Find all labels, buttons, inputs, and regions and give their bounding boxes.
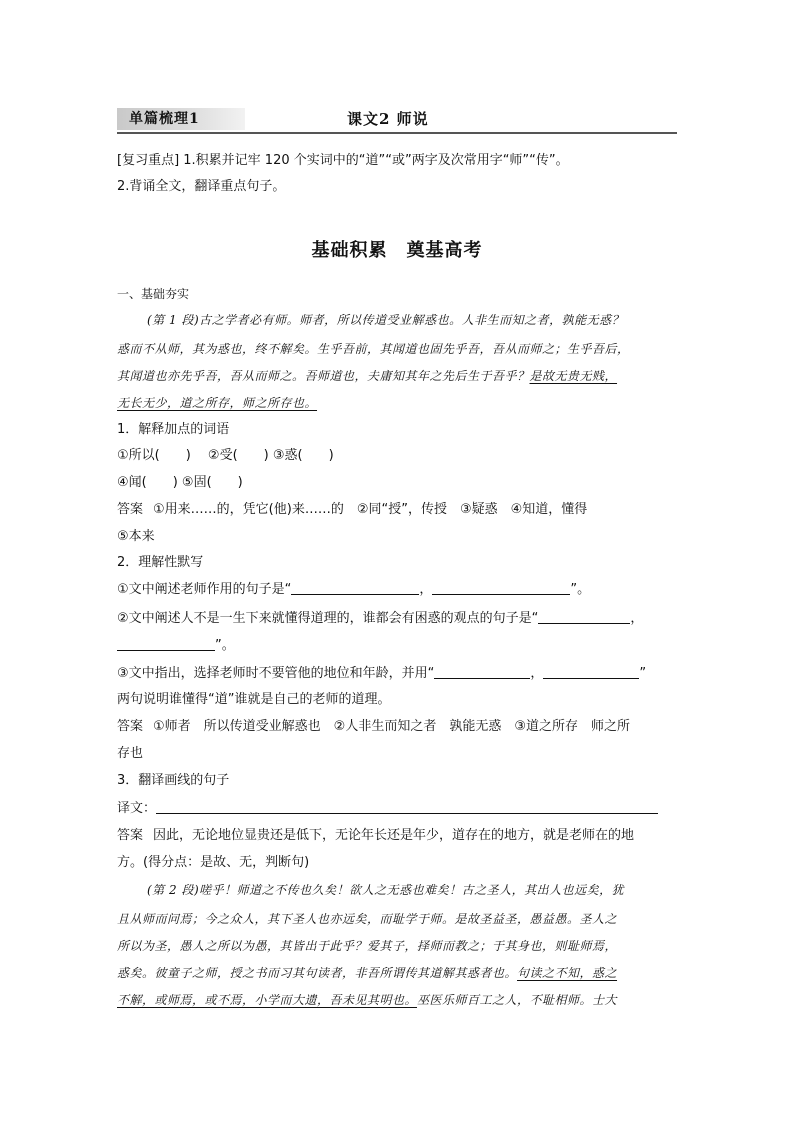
item-2-prefix: ②文中阐述人不是一生下来就懂得道理的，谁都会有困惑的观点的句子是“: [117, 611, 539, 626]
passage-2-line-5-text: 巫医乐师百工之人，不耻相师。士大: [417, 993, 618, 1007]
passage-2-line-5: [117, 990, 677, 1010]
review-focus-line-2: 2.背诵全文，翻译重点句子。: [117, 179, 286, 194]
question-2-item-2: [117, 609, 677, 629]
question-1-row-1: ①所以( ) ②受( ) ③惑( ): [117, 448, 334, 463]
passage-2-line-2: 且从师而问焉；今之众人，其下圣人也亦远矣，而耻学于师。是故圣益圣，愚益愚。圣人之: [117, 912, 618, 926]
question-2-item-3-line-2: 两句说明谁懂得“道”谁就是自己的老师的道理。: [117, 692, 391, 707]
section-title: 基础积累 奠基高考: [311, 240, 483, 261]
translation-blank[interactable]: [156, 799, 658, 814]
answer-blank[interactable]: [434, 664, 530, 679]
underlined-sentence: 句读之不知，惑之: [517, 966, 618, 980]
passage-2-line-4-text: 惑矣。彼童子之师，授之书而习其句读者，非吾所谓传其道解其惑者也。: [117, 966, 518, 980]
item-1-prefix: ①文中阐述老师作用的句子是“: [117, 582, 292, 597]
section-tag: 单篇梳理1: [117, 108, 245, 130]
answer-blank[interactable]: [543, 664, 639, 679]
question-3-answer-line-2: 方。(得分点：是故、无，判断句): [117, 855, 310, 870]
item-2-mid: ，: [630, 611, 644, 626]
item-3-suffix: ”: [639, 666, 647, 681]
answer-blank[interactable]: [291, 580, 419, 595]
question-2-title: 2．理解性默写: [117, 555, 204, 570]
question-2-item-1: [117, 580, 677, 600]
translation-label: 译文：: [117, 801, 157, 816]
answer-text: 因此，无论地位显贵还是低下，无论年长还是年少，道存在的地方，就是老师在的地: [153, 828, 635, 843]
passage-1-line-1: (第 1 段)古之学者必有师。师者，所以传道受业解惑也。人非生而知之者，孰能无惑？: [147, 313, 625, 327]
question-1-answer-line-2: ⑤本来: [117, 529, 155, 544]
question-1-row-2: ④闻( ) ⑤固( ): [117, 475, 243, 490]
answer-label: 答案: [117, 828, 144, 843]
answer-label: 答案: [117, 502, 144, 517]
underlined-sentence-continued: 无长无少，道之所存，师之所存也。: [117, 396, 318, 410]
lesson-title: 课文2 师说: [347, 110, 429, 128]
part-title: 一、基础夯实: [117, 287, 190, 301]
review-focus-line-1: [复习重点] 1.积累并记牢 120 个实词中的“道”“或”两字及次常用字“师”“传”。: [117, 153, 569, 168]
underlined-sentence-continued: 不解，或师焉，或不焉，小学而大遗，吾未见其明也。: [117, 993, 418, 1007]
item-1-mid: ，: [419, 582, 433, 597]
passage-2-line-4: [117, 963, 677, 983]
passage-1-line-4: [117, 393, 677, 413]
question-1-title: 1．解释加点的词语: [117, 422, 230, 437]
question-3-title: 3．翻译画线的句子: [117, 773, 230, 788]
question-3-answer-line-1: [117, 826, 677, 846]
item-3-mid: ，: [530, 666, 544, 681]
underlined-sentence: 是故无贵无贱，: [529, 369, 618, 383]
question-2-answer-line-1: [117, 717, 677, 737]
passage-2-line-3: 所以为圣，愚人之所以为愚，其皆出于此乎？爱其子，择师而教之；于其身也，则耻师焉，: [117, 939, 618, 953]
question-3-translation: [117, 799, 677, 819]
item-1-suffix: ”。: [570, 582, 591, 597]
question-1-answer-line-1: [117, 500, 677, 520]
page-header: [117, 106, 677, 134]
question-2-answer-line-2: 存也: [117, 746, 144, 761]
question-2-item-3: [117, 664, 677, 684]
answer-blank[interactable]: [538, 609, 630, 624]
passage-1-line-3: [117, 366, 677, 386]
answer-label: 答案: [117, 719, 144, 734]
passage-1-line-3-text: 其闻道也亦先乎吾，吾从而师之。吾师道也，夫庸知其年之先后生于吾乎？: [117, 369, 530, 383]
item-2-suffix: ”。: [215, 638, 235, 653]
answer-blank[interactable]: [432, 580, 570, 595]
answer-text: ①用来……的，凭它(他)来……的 ②同“授”，传授 ③疑惑 ④知道，懂得: [153, 502, 588, 517]
answer-text: ①师者 所以传道受业解惑也 ②人非生而知之者 孰能无惑 ③道之所存 师之所: [153, 719, 630, 734]
question-2-item-2-cont: [117, 636, 677, 656]
item-3-prefix: ③文中指出，选择老师时不要管他的地位和年龄，并用“: [117, 666, 435, 681]
answer-blank[interactable]: [117, 636, 215, 651]
passage-2-line-1: (第 2 段)嗟乎！师道之不传也久矣！欲人之无惑也难矣！古之圣人，其出人也远矣，犹: [147, 883, 625, 897]
passage-1-line-2: 惑而不从师，其为惑也，终不解矣。生乎吾前，其闻道也固先乎吾，吾从而师之；生乎吾后，: [117, 342, 630, 356]
